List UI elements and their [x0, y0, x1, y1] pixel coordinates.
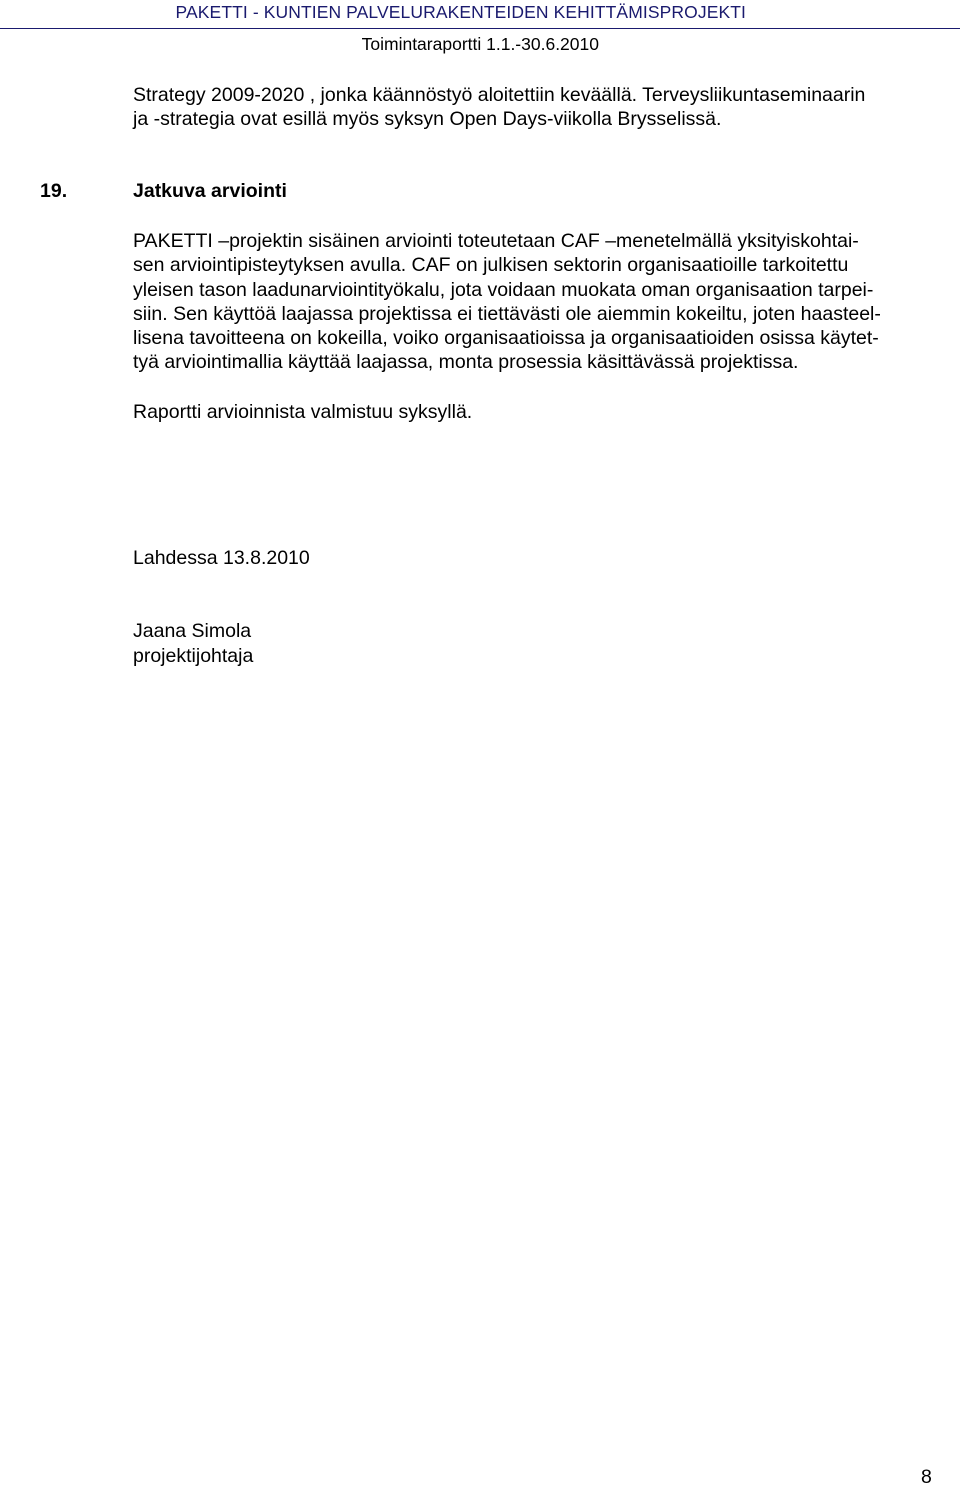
signer-name: Jaana Simola: [133, 620, 252, 642]
section-paragraph: [133, 229, 953, 375]
header-divider: [0, 28, 960, 29]
paragraph-line: tyä arviointimallia käyttää laajassa, monta prosessia käsittävässä projektissa.: [133, 351, 799, 374]
place-date: Lahdessa 13.8.2010: [133, 547, 310, 569]
signer-role: projektijohtaja: [133, 645, 254, 667]
paragraph-line: sen arviointipisteytyksen avulla. CAF on julkisen sektorin organisaatioille tarkoitettu: [133, 254, 849, 277]
report-note: Raportti arvioinnista valmistuu syksyllä.: [133, 401, 473, 423]
page-number: 8: [921, 1466, 932, 1488]
paragraph-line: siin. Sen käyttöä laajassa projektissa ei tiettävästi ole aiemmin kokeiltu, joten haasteel-: [133, 302, 881, 325]
paragraph-line: lisena tavoitteena on kokeilla, voiko organisaatioissa ja organisaatioiden osissa käytet-: [133, 327, 879, 350]
intro-line: Strategy 2009-2020 , jonka käännöstyö aloitettiin keväällä. Terveysliikuntaseminaarin: [133, 84, 866, 106]
header-subtitle: Toimintaraportti 1.1.-30.6.2010: [361, 34, 599, 54]
paragraph-line: yleisen tason laadunarviointityökalu, jota voidaan muokata oman organisaation tarpei-: [133, 278, 874, 301]
paragraph-line: PAKETTI –projektin sisäinen arviointi toteutetaan CAF –menetelmällä yksityiskohtai-: [133, 230, 859, 252]
header-title: PAKETTI - KUNTIEN PALVELURAKENTEIDEN KEHITTÄMISPROJEKTI: [175, 2, 746, 22]
section-number: 19.: [40, 180, 68, 202]
section-title: Jatkuva arviointi: [133, 180, 287, 202]
intro-line: ja -strategia ovat esillä myös syksyn Open Days-viikolla Brysselissä.: [133, 108, 722, 131]
intro-paragraph: [133, 83, 953, 132]
